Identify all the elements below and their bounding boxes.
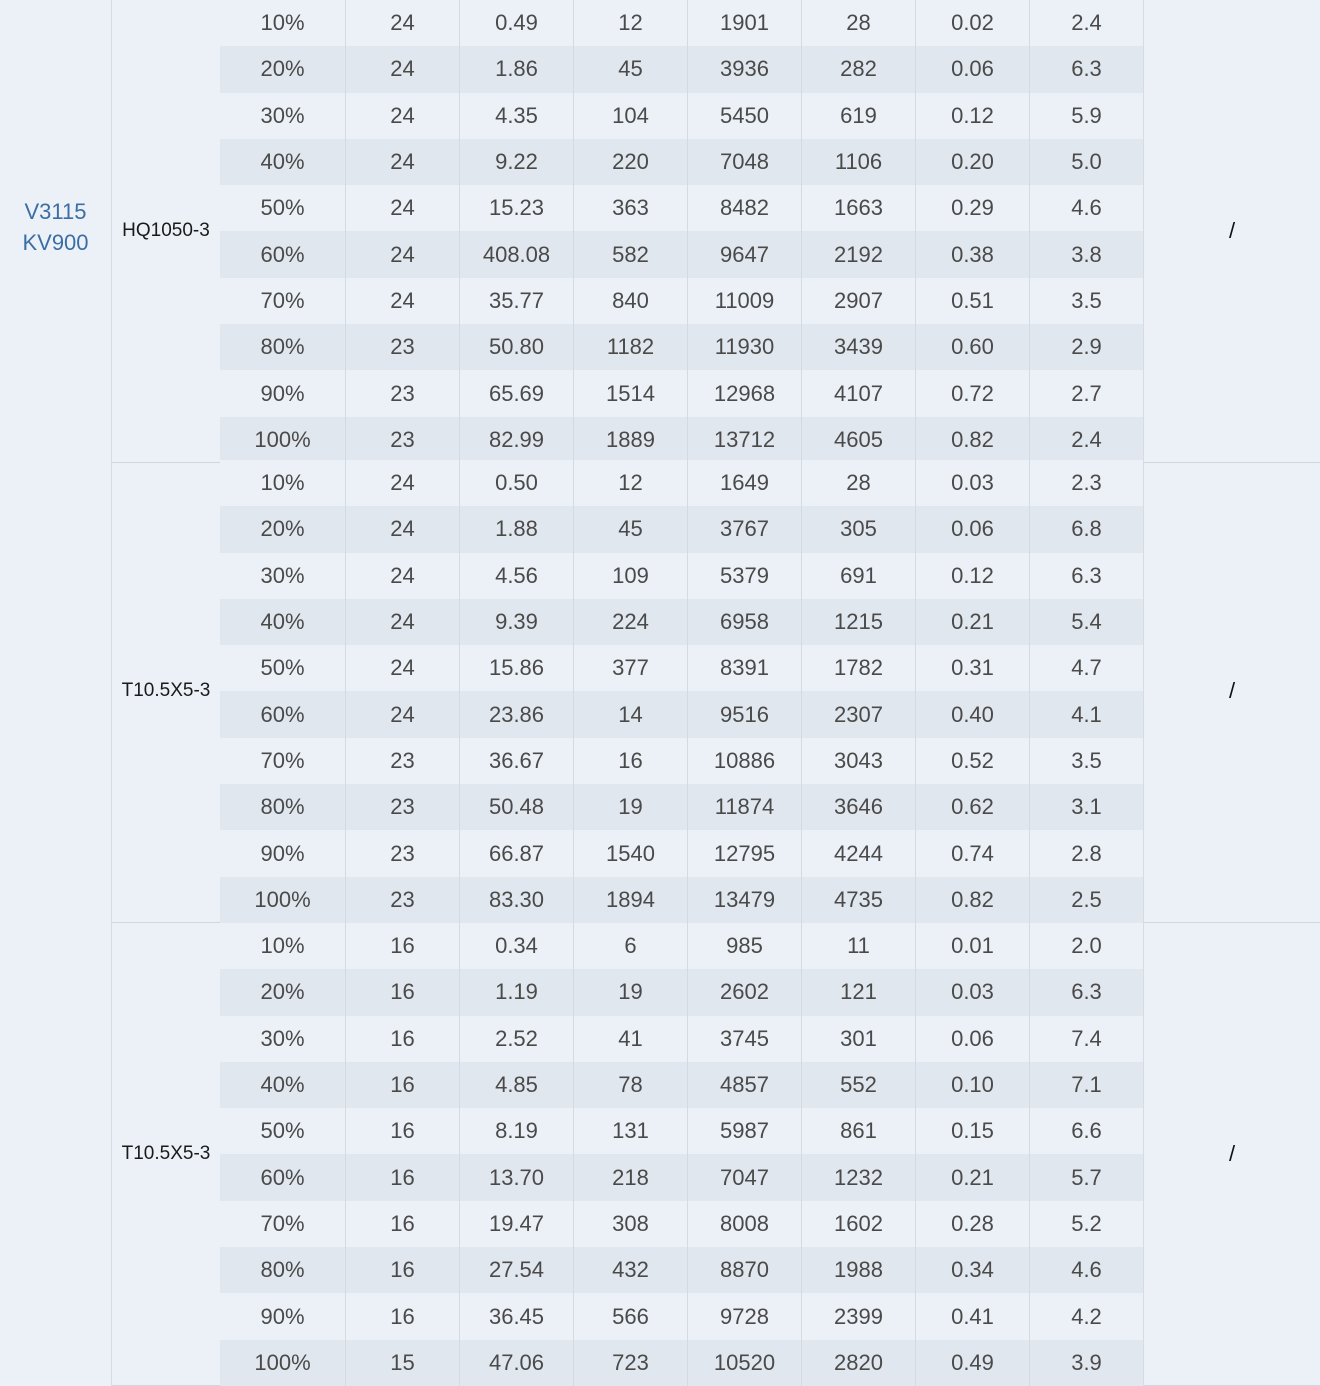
table-cell: 1901 [688, 0, 802, 46]
throttle-rows [220, 923, 1144, 1386]
table-cell: 0.41 [916, 1293, 1030, 1339]
table-cell: 121 [802, 969, 916, 1015]
table-cell: 15.86 [460, 645, 574, 691]
table-cell: 10886 [688, 738, 802, 784]
table-cell: 6.6 [1030, 1108, 1144, 1154]
table-cell: 1232 [802, 1154, 916, 1200]
table-cell: 12795 [688, 830, 802, 876]
table-row [220, 1062, 1144, 1108]
table-cell: 23 [346, 830, 460, 876]
table-cell: 10% [220, 923, 346, 969]
table-cell: 5.2 [1030, 1201, 1144, 1247]
table-cell: 1514 [574, 370, 688, 416]
table-cell: 0.40 [916, 691, 1030, 737]
table-cell: 47.06 [460, 1340, 574, 1386]
table-cell: 15 [346, 1340, 460, 1386]
table-cell: 100% [220, 1340, 346, 1386]
table-cell: 24 [346, 506, 460, 552]
table-row [220, 46, 1144, 92]
table-cell: 377 [574, 645, 688, 691]
table-row [220, 1016, 1144, 1062]
table-cell: 12 [574, 0, 688, 46]
table-cell: 0.21 [916, 1154, 1030, 1200]
table-cell: 83.30 [460, 877, 574, 923]
table-cell: 7048 [688, 139, 802, 185]
table-cell: 1988 [802, 1247, 916, 1293]
table-cell: 0.03 [916, 460, 1030, 506]
table-cell: 3439 [802, 324, 916, 370]
table-cell: 90% [220, 370, 346, 416]
table-cell: 2.4 [1030, 417, 1144, 463]
table-cell: 2.7 [1030, 370, 1144, 416]
table-cell: 1215 [802, 599, 916, 645]
table-cell: 9728 [688, 1293, 802, 1339]
table-cell: 16 [346, 1108, 460, 1154]
propeller-model: T10.5X5-3 [112, 460, 221, 922]
table-row [220, 923, 1144, 969]
table-cell: 4857 [688, 1062, 802, 1108]
table-cell: 60% [220, 231, 346, 277]
table-cell: 16 [346, 1293, 460, 1339]
table-cell: 6.3 [1030, 46, 1144, 92]
table-row [220, 0, 1144, 46]
table-cell: 90% [220, 830, 346, 876]
table-cell: 4.85 [460, 1062, 574, 1108]
table-cell: 4.2 [1030, 1293, 1144, 1339]
table-cell: 2.5 [1030, 877, 1144, 923]
table-cell: 9647 [688, 231, 802, 277]
table-cell: 30% [220, 93, 346, 139]
table-cell: 19.47 [460, 1201, 574, 1247]
table-cell: 9516 [688, 691, 802, 737]
table-cell: 50% [220, 185, 346, 231]
throttle-rows [220, 0, 1144, 463]
table-cell: 218 [574, 1154, 688, 1200]
table-cell: 50.48 [460, 784, 574, 830]
table-cell: 861 [802, 1108, 916, 1154]
table-row [220, 185, 1144, 231]
table-cell: 0.06 [916, 506, 1030, 552]
table-cell: 12968 [688, 370, 802, 416]
table-cell: 4.35 [460, 93, 574, 139]
table-cell: 0.34 [916, 1247, 1030, 1293]
table-cell: 10% [220, 460, 346, 506]
remark-cell: / [1143, 0, 1320, 462]
table-cell: 3.8 [1030, 231, 1144, 277]
table-cell: 66.87 [460, 830, 574, 876]
table-cell: 2399 [802, 1293, 916, 1339]
table-cell: 15.23 [460, 185, 574, 231]
table-cell: 308 [574, 1201, 688, 1247]
table-cell: 723 [574, 1340, 688, 1386]
table-cell: 0.38 [916, 231, 1030, 277]
table-cell: 24 [346, 553, 460, 599]
table-cell: 27.54 [460, 1247, 574, 1293]
table-cell: 0.28 [916, 1201, 1030, 1247]
table-cell: 8008 [688, 1201, 802, 1247]
table-row [220, 370, 1144, 416]
table-cell: 566 [574, 1293, 688, 1339]
table-cell: 3.9 [1030, 1340, 1144, 1386]
table-row [220, 969, 1144, 1015]
table-cell: 50.80 [460, 324, 574, 370]
table-cell: 24 [346, 599, 460, 645]
table-cell: 3.1 [1030, 784, 1144, 830]
table-cell: 8.19 [460, 1108, 574, 1154]
table-cell: 13712 [688, 417, 802, 463]
table-cell: 45 [574, 506, 688, 552]
table-row [220, 1201, 1144, 1247]
table-cell: 5.7 [1030, 1154, 1144, 1200]
table-cell: 2820 [802, 1340, 916, 1386]
table-cell: 1.88 [460, 506, 574, 552]
table-cell: 11 [802, 923, 916, 969]
table-cell: 50% [220, 645, 346, 691]
table-cell: 7047 [688, 1154, 802, 1200]
table-cell: 11009 [688, 278, 802, 324]
table-cell: 3.5 [1030, 738, 1144, 784]
table-row [220, 738, 1144, 784]
remark-cell: / [1143, 923, 1320, 1385]
table-cell: 40% [220, 599, 346, 645]
table-cell: 0.62 [916, 784, 1030, 830]
table-cell: 3936 [688, 46, 802, 92]
table-cell: 60% [220, 1154, 346, 1200]
table-cell: 10520 [688, 1340, 802, 1386]
table-cell: 0.82 [916, 877, 1030, 923]
table-row [220, 553, 1144, 599]
table-cell: 24 [346, 278, 460, 324]
table-cell: 7.1 [1030, 1062, 1144, 1108]
table-cell: 60% [220, 691, 346, 737]
table-cell: 619 [802, 93, 916, 139]
table-cell: 0.12 [916, 553, 1030, 599]
table-cell: 0.06 [916, 46, 1030, 92]
table-row [220, 417, 1144, 463]
table-cell: 100% [220, 877, 346, 923]
table-cell: 16 [346, 1201, 460, 1247]
table-cell: 23 [346, 877, 460, 923]
table-cell: 4.6 [1030, 1247, 1144, 1293]
table-cell: 24 [346, 645, 460, 691]
table-cell: 16 [346, 1247, 460, 1293]
table-cell: 0.29 [916, 185, 1030, 231]
table-cell: 28 [802, 460, 916, 506]
table-cell: 100% [220, 417, 346, 463]
table-cell: 4.1 [1030, 691, 1144, 737]
table-cell: 70% [220, 278, 346, 324]
remark-cell: / [1143, 460, 1320, 922]
table-row [220, 231, 1144, 277]
table-cell: 36.67 [460, 738, 574, 784]
table-cell: 2307 [802, 691, 916, 737]
table-row [220, 506, 1144, 552]
table-cell: 16 [346, 1062, 460, 1108]
table-cell: 0.49 [916, 1340, 1030, 1386]
table-cell: 19 [574, 969, 688, 1015]
table-cell: 12 [574, 460, 688, 506]
propeller-group [112, 923, 1320, 1386]
table-cell: 24 [346, 0, 460, 46]
table-cell: 0.74 [916, 830, 1030, 876]
table-cell: 0.21 [916, 599, 1030, 645]
table-row [220, 784, 1144, 830]
table-cell: 224 [574, 599, 688, 645]
table-cell: 363 [574, 185, 688, 231]
table-cell: 0.31 [916, 645, 1030, 691]
table-cell: 40% [220, 139, 346, 185]
table-cell: 5.9 [1030, 93, 1144, 139]
table-cell: 3.5 [1030, 278, 1144, 324]
table-cell: 6 [574, 923, 688, 969]
table-cell: 4107 [802, 370, 916, 416]
table-cell: 0.01 [916, 923, 1030, 969]
table-row [220, 460, 1144, 506]
table-cell: 16 [346, 969, 460, 1015]
table-cell: 23 [346, 738, 460, 784]
table-cell: 1889 [574, 417, 688, 463]
table-cell: 30% [220, 553, 346, 599]
table-cell: 2.4 [1030, 0, 1144, 46]
table-cell: 13479 [688, 877, 802, 923]
table-cell: 0.49 [460, 0, 574, 46]
table-cell: 0.82 [916, 417, 1030, 463]
table-row [220, 1247, 1144, 1293]
table-cell: 19 [574, 784, 688, 830]
table-cell: 70% [220, 1201, 346, 1247]
table-cell: 10% [220, 0, 346, 46]
table-cell: 24 [346, 231, 460, 277]
table-cell: 582 [574, 231, 688, 277]
motor-model-link[interactable]: V3115 KV900 [22, 199, 89, 255]
table-cell: 0.72 [916, 370, 1030, 416]
table-row [220, 877, 1144, 923]
table-cell: 2192 [802, 231, 916, 277]
table-cell: 1540 [574, 830, 688, 876]
table-row [220, 645, 1144, 691]
table-cell: 2.3 [1030, 460, 1144, 506]
table-cell: 11874 [688, 784, 802, 830]
table-cell: 4605 [802, 417, 916, 463]
table-cell: 82.99 [460, 417, 574, 463]
table-cell: 16 [346, 1154, 460, 1200]
table-row [220, 1154, 1144, 1200]
table-cell: 24 [346, 46, 460, 92]
table-row [220, 278, 1144, 324]
table-cell: 40% [220, 1062, 346, 1108]
table-cell: 23.86 [460, 691, 574, 737]
table-cell: 1602 [802, 1201, 916, 1247]
table-cell: 1782 [802, 645, 916, 691]
table-cell: 5450 [688, 93, 802, 139]
table-cell: 4244 [802, 830, 916, 876]
table-cell: 23 [346, 417, 460, 463]
table-cell: 131 [574, 1108, 688, 1154]
table-cell: 0.60 [916, 324, 1030, 370]
table-cell: 20% [220, 506, 346, 552]
propeller-group [112, 460, 1320, 923]
table-cell: 16 [574, 738, 688, 784]
table-cell: 6.3 [1030, 969, 1144, 1015]
table-cell: 3767 [688, 506, 802, 552]
table-cell: 840 [574, 278, 688, 324]
table-cell: 13.70 [460, 1154, 574, 1200]
table-cell: 80% [220, 1247, 346, 1293]
table-cell: 0.06 [916, 1016, 1030, 1062]
table-cell: 1106 [802, 139, 916, 185]
table-cell: 0.20 [916, 139, 1030, 185]
table-cell: 432 [574, 1247, 688, 1293]
table-cell: 36.45 [460, 1293, 574, 1339]
table-cell: 1182 [574, 324, 688, 370]
table-cell: 1663 [802, 185, 916, 231]
table-cell: 80% [220, 324, 346, 370]
table-cell: 16 [346, 1016, 460, 1062]
propeller-group [112, 0, 1320, 463]
table-cell: 65.69 [460, 370, 574, 416]
table-cell: 1894 [574, 877, 688, 923]
table-cell: 220 [574, 139, 688, 185]
table-cell: 305 [802, 506, 916, 552]
table-cell: 4735 [802, 877, 916, 923]
table-cell: 2.52 [460, 1016, 574, 1062]
table-cell: 0.52 [916, 738, 1030, 784]
table-cell: 2.8 [1030, 830, 1144, 876]
table-cell: 80% [220, 784, 346, 830]
table-cell: 35.77 [460, 278, 574, 324]
table-cell: 104 [574, 93, 688, 139]
table-row [220, 1293, 1144, 1339]
table-cell: 9.22 [460, 139, 574, 185]
table-row [220, 139, 1144, 185]
table-cell: 408.08 [460, 231, 574, 277]
table-row [220, 93, 1144, 139]
table-cell: 2907 [802, 278, 916, 324]
propeller-model: T10.5X5-3 [112, 923, 221, 1385]
table-cell: 8870 [688, 1247, 802, 1293]
propeller-model: HQ1050-3 [112, 0, 221, 462]
table-cell: 0.15 [916, 1108, 1030, 1154]
table-cell: 14 [574, 691, 688, 737]
table-cell: 0.34 [460, 923, 574, 969]
table-cell: 24 [346, 691, 460, 737]
table-cell: 90% [220, 1293, 346, 1339]
throttle-rows [220, 460, 1144, 923]
table-cell: 28 [802, 0, 916, 46]
table-cell: 282 [802, 46, 916, 92]
table-cell: 8482 [688, 185, 802, 231]
table-cell: 6958 [688, 599, 802, 645]
table-cell: 5.4 [1030, 599, 1144, 645]
table-cell: 1.19 [460, 969, 574, 1015]
table-cell: 3646 [802, 784, 916, 830]
table-cell: 109 [574, 553, 688, 599]
table-cell: 30% [220, 1016, 346, 1062]
table-row [220, 691, 1144, 737]
table-cell: 301 [802, 1016, 916, 1062]
table-row [220, 1340, 1144, 1386]
table-cell: 6.3 [1030, 553, 1144, 599]
table-cell: 9.39 [460, 599, 574, 645]
table-row [220, 599, 1144, 645]
table-cell: 23 [346, 784, 460, 830]
table-cell: 7.4 [1030, 1016, 1144, 1062]
table-cell: 20% [220, 969, 346, 1015]
table-cell: 2.0 [1030, 923, 1144, 969]
table-cell: 70% [220, 738, 346, 784]
table-cell: 0.02 [916, 0, 1030, 46]
table-cell: 2.9 [1030, 324, 1144, 370]
table-cell: 4.6 [1030, 185, 1144, 231]
table-cell: 4.56 [460, 553, 574, 599]
table-cell: 5379 [688, 553, 802, 599]
table-cell: 24 [346, 460, 460, 506]
table-cell: 2602 [688, 969, 802, 1015]
table-cell: 78 [574, 1062, 688, 1108]
table-cell: 16 [346, 923, 460, 969]
table-cell: 41 [574, 1016, 688, 1062]
table-cell: 691 [802, 553, 916, 599]
table-cell: 5987 [688, 1108, 802, 1154]
table-cell: 0.50 [460, 460, 574, 506]
table-cell: 1.86 [460, 46, 574, 92]
table-cell: 0.10 [916, 1062, 1030, 1108]
table-cell: 8391 [688, 645, 802, 691]
table-cell: 23 [346, 324, 460, 370]
table-cell: 0.51 [916, 278, 1030, 324]
table-cell: 552 [802, 1062, 916, 1108]
table-cell: 6.8 [1030, 506, 1144, 552]
table-cell: 45 [574, 46, 688, 92]
table-row [220, 830, 1144, 876]
table-cell: 24 [346, 185, 460, 231]
table-cell: 985 [688, 923, 802, 969]
table-cell: 23 [346, 370, 460, 416]
table-cell: 24 [346, 93, 460, 139]
table-cell: 11930 [688, 324, 802, 370]
table-row [220, 324, 1144, 370]
table-cell: 50% [220, 1108, 346, 1154]
table-cell: 4.7 [1030, 645, 1144, 691]
table-row [220, 1108, 1144, 1154]
motor-cell [0, 0, 112, 1386]
table-cell: 1649 [688, 460, 802, 506]
table-cell: 0.12 [916, 93, 1030, 139]
table-cell: 3043 [802, 738, 916, 784]
table-cell: 5.0 [1030, 139, 1144, 185]
table-cell: 24 [346, 139, 460, 185]
table-cell: 0.03 [916, 969, 1030, 1015]
table-cell: 20% [220, 46, 346, 92]
table-cell: 3745 [688, 1016, 802, 1062]
